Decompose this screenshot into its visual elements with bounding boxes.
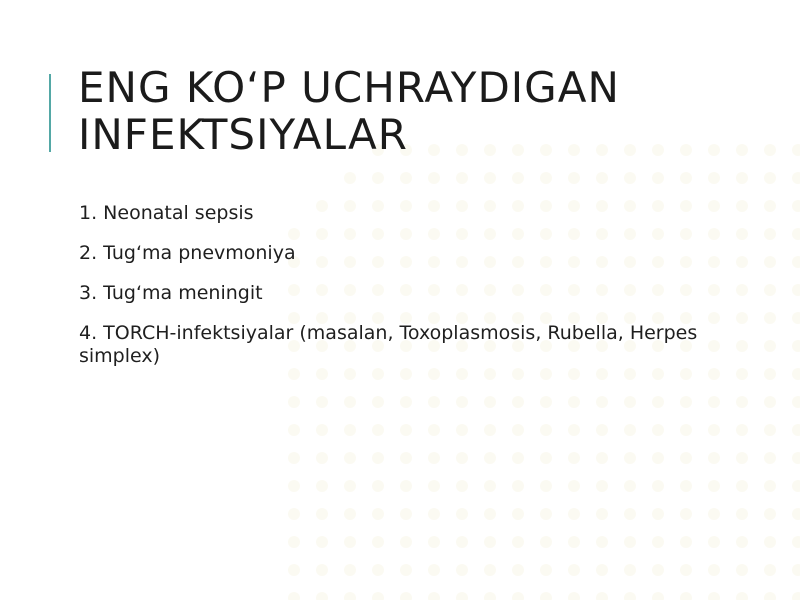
background-dot (568, 452, 580, 464)
background-dot (736, 536, 748, 548)
background-dot (316, 396, 328, 408)
background-dot (792, 200, 800, 212)
background-dot (624, 172, 636, 184)
background-dot (708, 396, 720, 408)
background-dot (596, 508, 608, 520)
background-dot (428, 480, 440, 492)
background-dot (568, 424, 580, 436)
background-dot (568, 536, 580, 548)
background-dot (736, 424, 748, 436)
background-dot (316, 424, 328, 436)
background-dot (596, 564, 608, 576)
background-dot (428, 396, 440, 408)
background-dot (288, 452, 300, 464)
background-dot (456, 592, 468, 600)
background-dot (316, 508, 328, 520)
background-dot (512, 396, 524, 408)
background-dot (792, 508, 800, 520)
background-dot (316, 592, 328, 600)
background-dot (764, 536, 776, 548)
background-dot (316, 480, 328, 492)
background-dot (764, 592, 776, 600)
background-dot (400, 536, 412, 548)
background-dot (512, 424, 524, 436)
background-dot (540, 480, 552, 492)
background-dot (484, 508, 496, 520)
background-dot (456, 396, 468, 408)
background-dot (540, 452, 552, 464)
background-dot (456, 452, 468, 464)
list-item-congenital-pneumonia: 2. Tug‘ma pnevmoniya (79, 242, 296, 264)
background-dot (344, 452, 356, 464)
background-dot (316, 564, 328, 576)
background-dot (764, 424, 776, 436)
background-dot (372, 508, 384, 520)
background-dot (456, 172, 468, 184)
background-dot (288, 536, 300, 548)
background-dot (596, 452, 608, 464)
list-item-congenital-meningitis: 3. Tug‘ma meningit (79, 282, 263, 304)
background-dot (680, 424, 692, 436)
background-dot (344, 424, 356, 436)
background-dot (792, 536, 800, 548)
background-dot (484, 424, 496, 436)
background-dot (652, 536, 664, 548)
background-dot (624, 564, 636, 576)
background-dot (400, 480, 412, 492)
background-dot (736, 396, 748, 408)
background-dot (680, 536, 692, 548)
background-dot (652, 396, 664, 408)
background-dot (708, 452, 720, 464)
background-dot (680, 564, 692, 576)
background-dot (344, 592, 356, 600)
background-dot (708, 508, 720, 520)
background-dot (624, 536, 636, 548)
background-dot (288, 508, 300, 520)
background-dot (792, 452, 800, 464)
background-dot (792, 340, 800, 352)
background-dot (484, 592, 496, 600)
background-dot (512, 480, 524, 492)
background-dot (484, 536, 496, 548)
background-dot (652, 564, 664, 576)
background-dot (540, 592, 552, 600)
background-dot (484, 564, 496, 576)
background-dot (708, 592, 720, 600)
background-dot (792, 368, 800, 380)
list-item-torch-infections: 4. TORCH-infektsiyalar (masalan, Toxoplasmosis, Rubella, Herpes simplex) (79, 322, 698, 367)
background-dot (792, 396, 800, 408)
background-dot (428, 592, 440, 600)
background-dot (624, 592, 636, 600)
background-dot (400, 564, 412, 576)
background-dot (456, 508, 468, 520)
background-dot (680, 396, 692, 408)
background-dot (484, 452, 496, 464)
background-dot (344, 508, 356, 520)
background-dot (708, 424, 720, 436)
background-dot (792, 144, 800, 156)
slide-title (78, 64, 778, 158)
background-dot (568, 480, 580, 492)
background-dot (736, 452, 748, 464)
background-dot (372, 424, 384, 436)
background-dot (400, 592, 412, 600)
background-dot (792, 564, 800, 576)
background-dot (792, 172, 800, 184)
background-dot (624, 424, 636, 436)
background-dot (344, 396, 356, 408)
background-dot (372, 172, 384, 184)
background-dot (652, 172, 664, 184)
background-dot (456, 480, 468, 492)
background-dot (652, 424, 664, 436)
infection-list (79, 202, 769, 385)
background-dot (372, 396, 384, 408)
background-dot (512, 536, 524, 548)
background-dot (680, 508, 692, 520)
background-dot (456, 536, 468, 548)
background-dot (484, 172, 496, 184)
background-dot (792, 424, 800, 436)
background-dot (428, 172, 440, 184)
background-dot (736, 172, 748, 184)
background-dot (288, 564, 300, 576)
background-dot (596, 172, 608, 184)
background-dot (428, 424, 440, 436)
background-dot (288, 396, 300, 408)
background-dot (428, 564, 440, 576)
background-dot (456, 564, 468, 576)
background-dot (652, 480, 664, 492)
background-dot (624, 508, 636, 520)
background-dot (540, 424, 552, 436)
background-dot (596, 424, 608, 436)
background-dot (512, 452, 524, 464)
background-dot (372, 592, 384, 600)
background-dot (568, 396, 580, 408)
background-dot (288, 592, 300, 600)
background-dot (652, 452, 664, 464)
background-dot (372, 536, 384, 548)
background-dot (484, 480, 496, 492)
background-dot (652, 508, 664, 520)
background-dot (708, 564, 720, 576)
background-dot (568, 592, 580, 600)
background-dot (708, 172, 720, 184)
background-dot (792, 592, 800, 600)
background-dot (792, 228, 800, 240)
background-dot (512, 564, 524, 576)
background-dot (372, 564, 384, 576)
background-dot (400, 424, 412, 436)
background-dot (596, 536, 608, 548)
background-dot (400, 508, 412, 520)
background-dot (484, 396, 496, 408)
background-dot (540, 396, 552, 408)
background-dot (680, 592, 692, 600)
background-dot (428, 508, 440, 520)
background-dot (540, 172, 552, 184)
slide-title-line-1: ENG KO‘P UCHRAYDIGAN (78, 63, 620, 112)
background-dot (456, 424, 468, 436)
background-dot (568, 508, 580, 520)
background-dot (764, 452, 776, 464)
background-dot (372, 480, 384, 492)
background-dot (512, 508, 524, 520)
background-dot (512, 592, 524, 600)
background-dot (624, 480, 636, 492)
background-dot (736, 592, 748, 600)
background-dot (568, 564, 580, 576)
background-dot (764, 508, 776, 520)
background-dot (316, 452, 328, 464)
background-dot (344, 564, 356, 576)
background-dot (624, 396, 636, 408)
list-item-neonatal-sepsis: 1. Neonatal sepsis (79, 202, 254, 224)
background-dot (512, 172, 524, 184)
background-dot (764, 172, 776, 184)
background-dot (736, 564, 748, 576)
background-dot (540, 564, 552, 576)
background-dot (428, 536, 440, 548)
background-dot (764, 564, 776, 576)
background-dot (344, 172, 356, 184)
background-dot (288, 424, 300, 436)
background-dot (344, 536, 356, 548)
title-accent-bar (49, 74, 51, 152)
background-dot (568, 172, 580, 184)
background-dot (624, 452, 636, 464)
background-dot (736, 508, 748, 520)
background-dot (680, 172, 692, 184)
background-dot (764, 396, 776, 408)
background-dot (596, 396, 608, 408)
background-dot (792, 312, 800, 324)
background-dot (596, 592, 608, 600)
background-dot (540, 536, 552, 548)
background-dot (764, 480, 776, 492)
background-dot (792, 256, 800, 268)
background-dot (792, 480, 800, 492)
background-dot (680, 452, 692, 464)
background-dot (652, 592, 664, 600)
background-dot (372, 452, 384, 464)
background-dot (708, 536, 720, 548)
background-dot (400, 396, 412, 408)
background-dot (400, 452, 412, 464)
background-dot (736, 480, 748, 492)
background-dot (428, 452, 440, 464)
background-dot (400, 172, 412, 184)
background-dot (316, 536, 328, 548)
background-dot (288, 480, 300, 492)
background-dot (680, 480, 692, 492)
background-dot (344, 480, 356, 492)
background-dot (540, 508, 552, 520)
background-dot (792, 284, 800, 296)
slide-title-line-2: INFEKTSIYALAR (78, 110, 408, 159)
background-dot (596, 480, 608, 492)
background-dot (708, 480, 720, 492)
